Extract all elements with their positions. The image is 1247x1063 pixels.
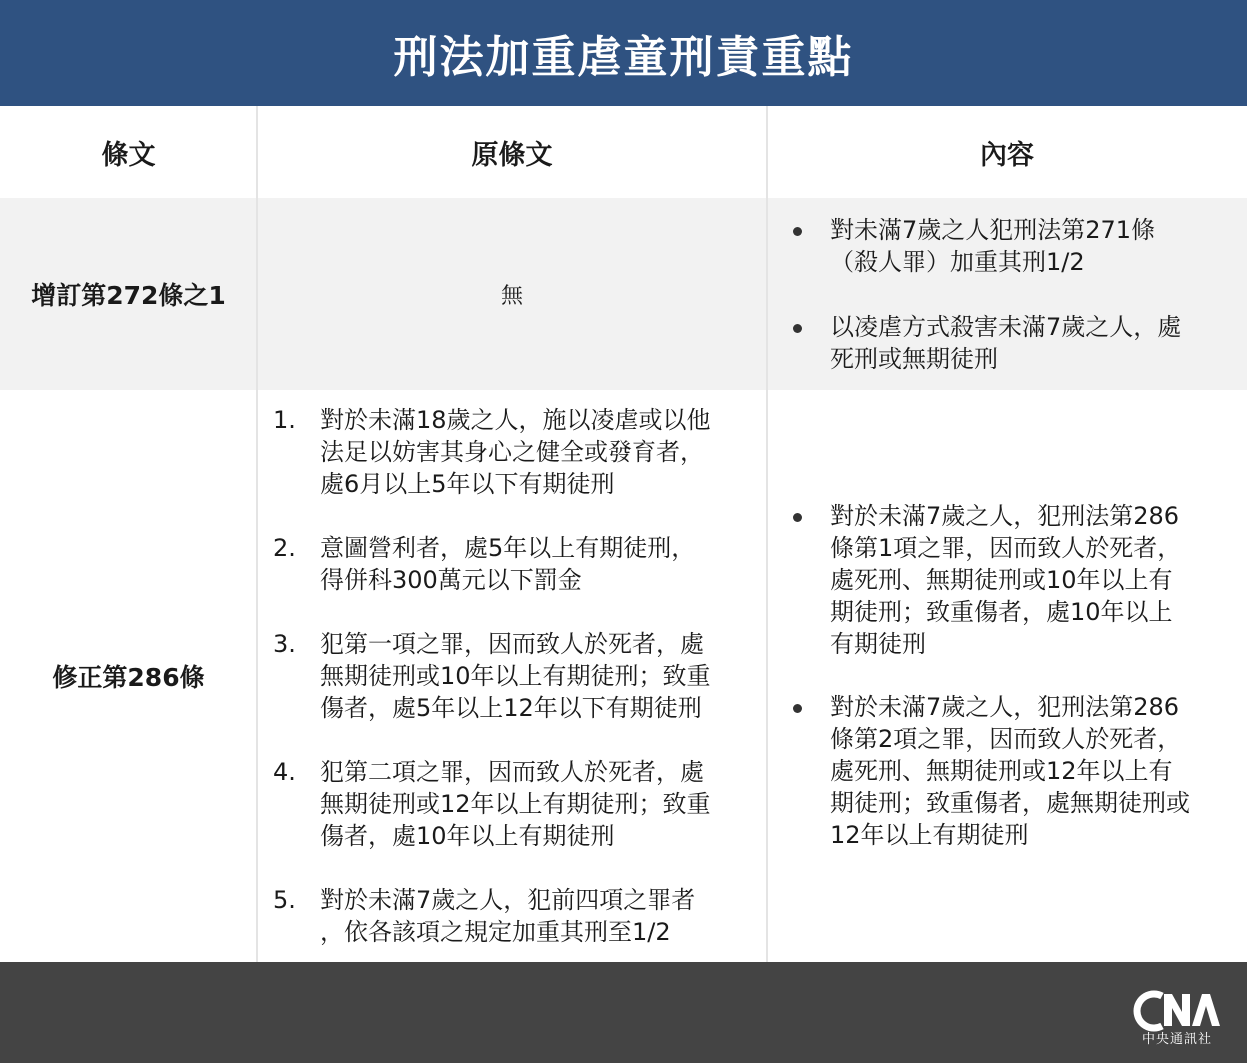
list-line: 得併科300萬元以下罰金 bbox=[320, 566, 582, 594]
content-line: 對於未滿7歲之人，犯刑法第286 bbox=[830, 693, 1180, 721]
table-row bbox=[0, 390, 1247, 962]
content-line: 對於未滿7歲之人，犯刑法第286 bbox=[830, 502, 1180, 530]
header-content: 內容 bbox=[980, 139, 1034, 171]
content-line: 死刑或無期徒刑 bbox=[830, 345, 998, 373]
content-line: 12年以上有期徒刑 bbox=[830, 821, 1029, 849]
list-item bbox=[273, 756, 763, 852]
footer bbox=[0, 962, 1247, 1063]
header-article: 條文 bbox=[101, 139, 156, 171]
title-bar bbox=[0, 0, 1247, 106]
list-item bbox=[273, 404, 763, 500]
list-number: 5. bbox=[273, 886, 296, 914]
bullet-dot-icon bbox=[793, 227, 802, 236]
list-line: 傷者，處5年以上12年以下有期徒刑 bbox=[320, 694, 702, 722]
content-line: 期徒刑；致重傷者，處無期徒刑或 bbox=[830, 789, 1190, 817]
content-line: 條第1項之罪，因而致人於死者， bbox=[830, 534, 1182, 562]
content-line: 期徒刑；致重傷者，處10年以上 bbox=[830, 598, 1173, 626]
content-cell bbox=[767, 390, 1247, 962]
list-line: 傷者，處10年以上有期徒刑 bbox=[320, 822, 615, 850]
list-line: 無期徒刑或12年以上有期徒刑；致重 bbox=[320, 790, 711, 818]
original-cell: 無 bbox=[500, 283, 523, 309]
content-bullet bbox=[793, 691, 1243, 851]
content-bullet bbox=[793, 500, 1243, 660]
column-divider bbox=[256, 106, 258, 962]
content-line: 有期徒刑 bbox=[830, 630, 926, 658]
content-line: 對未滿7歲之人犯刑法第271條 bbox=[830, 216, 1156, 244]
table-row bbox=[0, 198, 1247, 390]
list-line: 法足以妨害其身心之健全或發育者， bbox=[320, 438, 704, 466]
list-line: ，依各該項之規定加重其刑至1/2 bbox=[320, 918, 671, 946]
content-bullet bbox=[793, 214, 1233, 278]
table-header-row bbox=[0, 106, 1247, 198]
list-item bbox=[273, 628, 763, 724]
list-line: 犯第一項之罪，因而致人於死者，處 bbox=[320, 630, 704, 658]
list-line: 對於未滿18歲之人，施以凌虐或以他 bbox=[320, 406, 711, 434]
bullet-dot-icon bbox=[793, 324, 802, 333]
content-line: 以凌虐方式殺害未滿7歲之人，處 bbox=[830, 313, 1182, 341]
list-number: 1. bbox=[273, 406, 296, 434]
page-title: 刑法加重虐童刑責重點 bbox=[393, 32, 854, 83]
content-bullet bbox=[793, 311, 1233, 375]
original-cell bbox=[257, 390, 767, 962]
list-line: 無期徒刑或10年以上有期徒刑；致重 bbox=[320, 662, 711, 690]
list-number: 2. bbox=[273, 534, 296, 562]
article-cell: 修正第286條 bbox=[52, 663, 205, 692]
list-line: 犯第二項之罪，因而致人於死者，處 bbox=[320, 758, 704, 786]
content-line: （殺人罪）加重其刑1/2 bbox=[830, 248, 1085, 276]
logo-caption: 中央通訊社 bbox=[1141, 1032, 1212, 1047]
list-item bbox=[273, 532, 763, 596]
list-number: 4. bbox=[273, 758, 296, 786]
content-line: 處死刑、無期徒刑或12年以上有 bbox=[830, 757, 1173, 785]
list-item bbox=[273, 884, 763, 948]
header-original: 原條文 bbox=[471, 139, 553, 171]
article-cell: 增訂第272條之1 bbox=[31, 281, 226, 310]
bullet-dot-icon bbox=[793, 513, 802, 522]
content-line: 處死刑、無期徒刑或10年以上有 bbox=[830, 566, 1173, 594]
content-line: 條第2項之罪，因而致人於死者， bbox=[830, 725, 1182, 753]
list-number: 3. bbox=[273, 630, 296, 658]
column-divider bbox=[766, 106, 768, 962]
content-cell bbox=[767, 198, 1247, 390]
bullet-dot-icon bbox=[793, 704, 802, 713]
list-line: 意圖營利者，處5年以上有期徒刑， bbox=[320, 534, 696, 562]
list-line: 處6月以上5年以下有期徒刑 bbox=[320, 470, 615, 498]
list-line: 對於未滿7歲之人，犯前四項之罪者 bbox=[320, 886, 696, 914]
